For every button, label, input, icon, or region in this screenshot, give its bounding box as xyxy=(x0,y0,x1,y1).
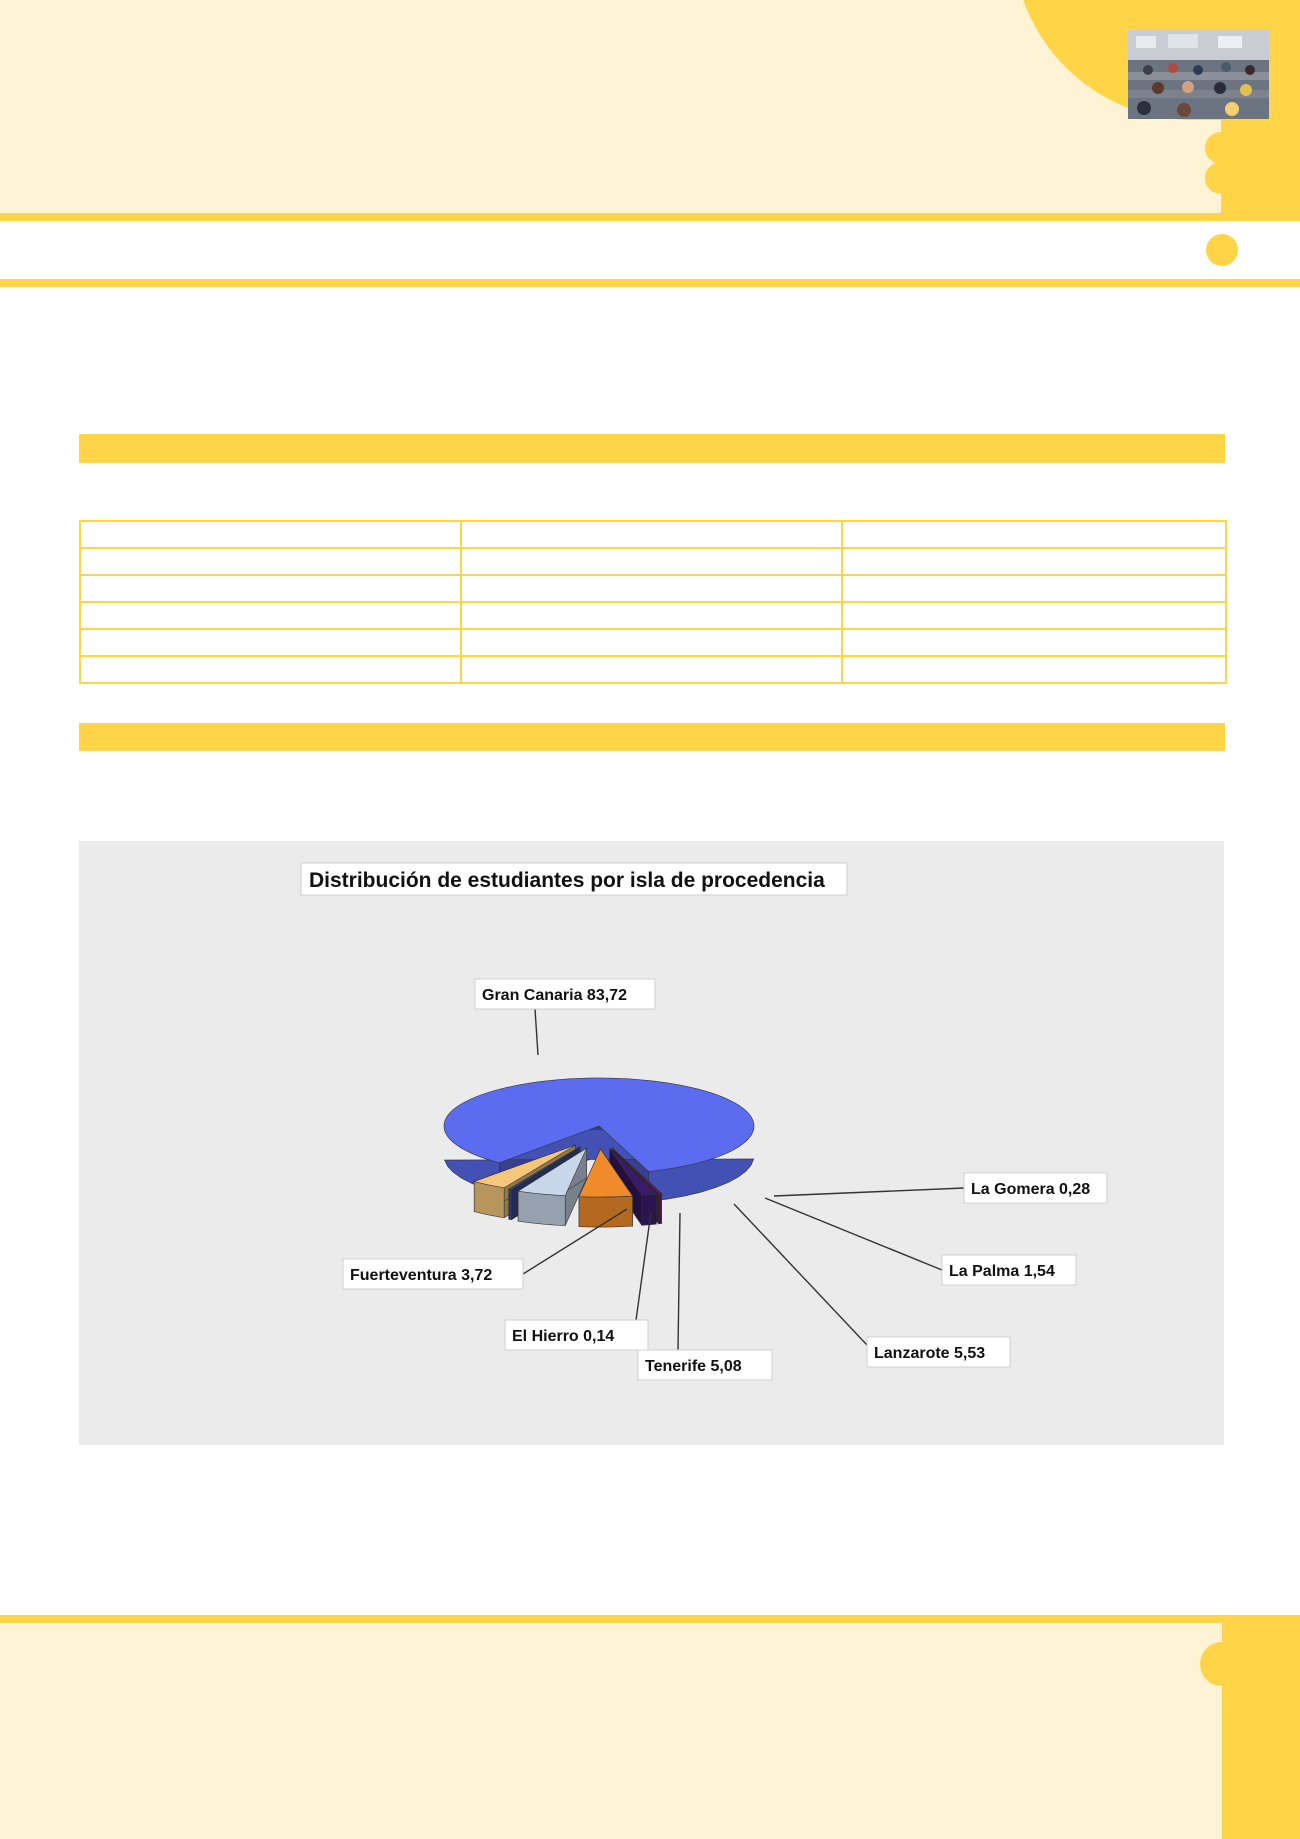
table-cell xyxy=(461,521,842,548)
table-row xyxy=(80,602,1226,629)
slice-label-text: La Gomera 0,28 xyxy=(971,1181,1091,1198)
slice-label-text: El Hierro 0,14 xyxy=(512,1328,615,1345)
header-rule xyxy=(0,213,1300,221)
pie-chart-canvas xyxy=(79,841,1224,1445)
table-cell xyxy=(80,521,461,548)
label-leader-line xyxy=(535,1009,538,1055)
table-cell xyxy=(842,575,1226,602)
table-cell xyxy=(461,575,842,602)
footer-band xyxy=(0,1623,1300,1839)
table-cell xyxy=(80,656,461,683)
slice-label-la-palma xyxy=(765,1198,1076,1285)
pie-slices xyxy=(444,1078,754,1227)
slice-label-text: Gran Canaria 83,72 xyxy=(482,987,627,1004)
slice-label-la-gomera xyxy=(774,1173,1107,1203)
label-leader-line xyxy=(734,1204,867,1345)
footer-dot xyxy=(1200,1642,1244,1686)
table-row xyxy=(80,629,1226,656)
table-cell xyxy=(80,602,461,629)
footer-rule xyxy=(0,1615,1300,1623)
classroom-photo-icon xyxy=(1128,30,1269,119)
table-cell xyxy=(842,602,1226,629)
chart-title-text: Distribución de estudiantes por isla de procedencia xyxy=(309,869,825,892)
table-cell xyxy=(80,629,461,656)
table-cell xyxy=(461,656,842,683)
slice-label-text: Tenerife 5,08 xyxy=(645,1358,742,1375)
section-dot xyxy=(1206,234,1238,266)
table-row xyxy=(80,575,1226,602)
table-cell xyxy=(80,548,461,575)
table-cell xyxy=(461,602,842,629)
table-row xyxy=(80,521,1226,548)
slice-label-text: La Palma 1,54 xyxy=(949,1263,1055,1280)
header-dot xyxy=(1205,162,1237,194)
slice-label-el-hierro xyxy=(505,1212,651,1350)
table-cell xyxy=(842,656,1226,683)
table-cell xyxy=(842,521,1226,548)
table-cell xyxy=(461,548,842,575)
slice-label-gran-canaria xyxy=(475,979,655,1055)
chart-title xyxy=(301,863,847,895)
table-cell xyxy=(461,629,842,656)
table-cell xyxy=(842,629,1226,656)
slice-label-text: Fuerteventura 3,72 xyxy=(350,1267,493,1284)
table-cell xyxy=(842,548,1226,575)
header-dot xyxy=(1205,132,1237,164)
header-rule xyxy=(0,279,1300,287)
slice-label-text: Lanzarote 5,53 xyxy=(874,1345,986,1362)
table-title-bar xyxy=(79,434,1225,463)
label-leader-line xyxy=(765,1198,942,1270)
pie-chart xyxy=(79,841,1224,1445)
data-table xyxy=(79,520,1227,684)
label-leader-line xyxy=(678,1213,680,1350)
table-footer-bar xyxy=(79,723,1225,751)
header-side-bar xyxy=(1221,110,1300,216)
label-leader-line xyxy=(774,1188,964,1196)
slice-label-tenerife xyxy=(638,1213,772,1380)
table-cell xyxy=(80,575,461,602)
label-leader-line xyxy=(636,1212,651,1320)
table-row xyxy=(80,656,1226,683)
table-row xyxy=(80,548,1226,575)
